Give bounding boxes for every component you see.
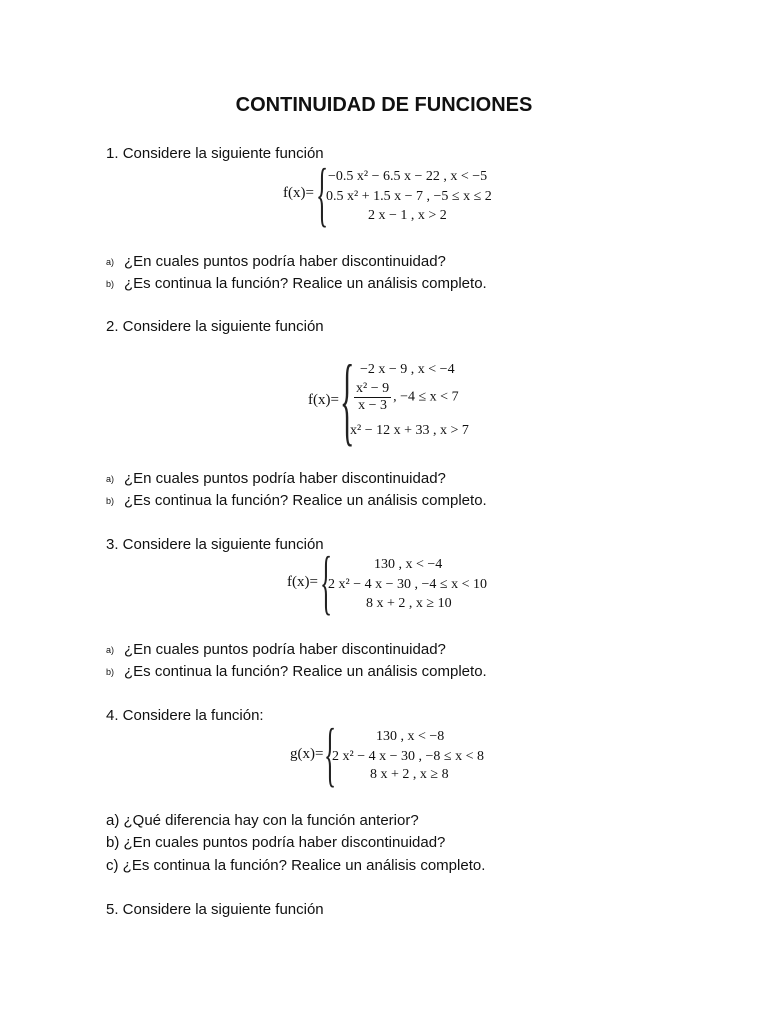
question-5-intro: 5. Considere la siguiente función: [106, 901, 324, 918]
q3-item-a-marker: a): [106, 645, 115, 656]
q4-function-lhs: g(x)=: [290, 746, 324, 762]
q2-function-lhs: f(x)=: [308, 392, 339, 408]
q1-item-b-marker: b): [106, 279, 115, 290]
q4-case-2: 2 x² − 4 x − 30 , −8 ≤ x < 8: [332, 749, 484, 764]
q2-item-a-marker: a): [106, 474, 115, 485]
q1-item-a-text: ¿En cuales puntos podría haber discontinuidad?: [124, 253, 446, 270]
q4-case-3: 8 x + 2 , x ≥ 8: [370, 767, 449, 782]
q2-case-1: −2 x − 9 , x < −4: [360, 362, 455, 377]
q2-item-b-text: ¿Es continua la función? Realice un análisis completo.: [124, 492, 487, 509]
q2-item-b: [106, 492, 487, 509]
q1-case-3: 2 x − 1 , x > 2: [368, 208, 447, 223]
q4-case-1: 130 , x < −8: [376, 729, 445, 744]
q4-brace: {: [324, 714, 337, 794]
q4-item-b: b) ¿En cuales puntos podría haber discontinuidad?: [106, 834, 446, 851]
q1-item-a: [106, 253, 446, 270]
q4-item-a: a) ¿Qué diferencia hay con la función anterior?: [106, 812, 419, 829]
q3-item-a: [106, 641, 446, 658]
q2-fraction: [354, 381, 391, 414]
question-4-intro: 4. Considere la función:: [106, 707, 264, 724]
q2-fraction-numerator: x² − 9: [356, 381, 390, 396]
question-1-number: 1.: [106, 145, 119, 162]
q1-item-a-marker: a): [106, 257, 115, 268]
q3-item-b-marker: b): [106, 667, 115, 678]
q2-fraction-denominator: x − 3: [358, 398, 387, 413]
q2-case-2-condition: , −4 ≤ x < 7: [393, 389, 459, 405]
q3-brace: {: [320, 542, 333, 622]
q1-item-b-text: ¿Es continua la función? Realice un análisis completo.: [124, 275, 487, 292]
q2-item-a: [106, 470, 446, 487]
q2-item-b-marker: b): [106, 496, 115, 507]
q2-brace: {: [340, 344, 355, 455]
q2-item-a-text: ¿En cuales puntos podría haber discontinuidad?: [124, 470, 446, 487]
question-1-text: Considere la siguiente función: [122, 145, 324, 162]
q4-item-c: c) ¿Es continua la función? Realice un análisis completo.: [106, 857, 486, 874]
q3-item-a-text: ¿En cuales puntos podría haber discontinuidad?: [124, 641, 446, 658]
q3-case-1: 130 , x < −4: [374, 557, 443, 572]
question-3-intro: 3. Considere la siguiente función: [106, 536, 324, 553]
question-2-intro: 2. Considere la siguiente función: [106, 318, 324, 335]
q1-function-lhs: f(x)=: [283, 185, 314, 201]
q1-item-b: [106, 275, 487, 292]
q3-case-2: 2 x² − 4 x − 30 , −4 ≤ x < 10: [328, 577, 487, 592]
q1-case-1: −0.5 x² − 6.5 x − 22 , x < −5: [328, 169, 488, 184]
q3-function-lhs: f(x)=: [287, 574, 318, 590]
q1-case-2: 0.5 x² + 1.5 x − 7 , −5 ≤ x ≤ 2: [326, 189, 492, 204]
page-title: CONTINUIDAD DE FUNCIONES: [235, 94, 533, 116]
q3-case-3: 8 x + 2 , x ≥ 10: [366, 596, 452, 611]
q3-item-b: [106, 663, 487, 680]
q1-brace: {: [316, 154, 329, 234]
question-1-intro: [106, 145, 324, 162]
q2-case-3: x² − 12 x + 33 , x > 7: [350, 423, 469, 438]
q3-item-b-text: ¿Es continua la función? Realice un análisis completo.: [124, 663, 487, 680]
q2-case-2: [352, 381, 459, 414]
